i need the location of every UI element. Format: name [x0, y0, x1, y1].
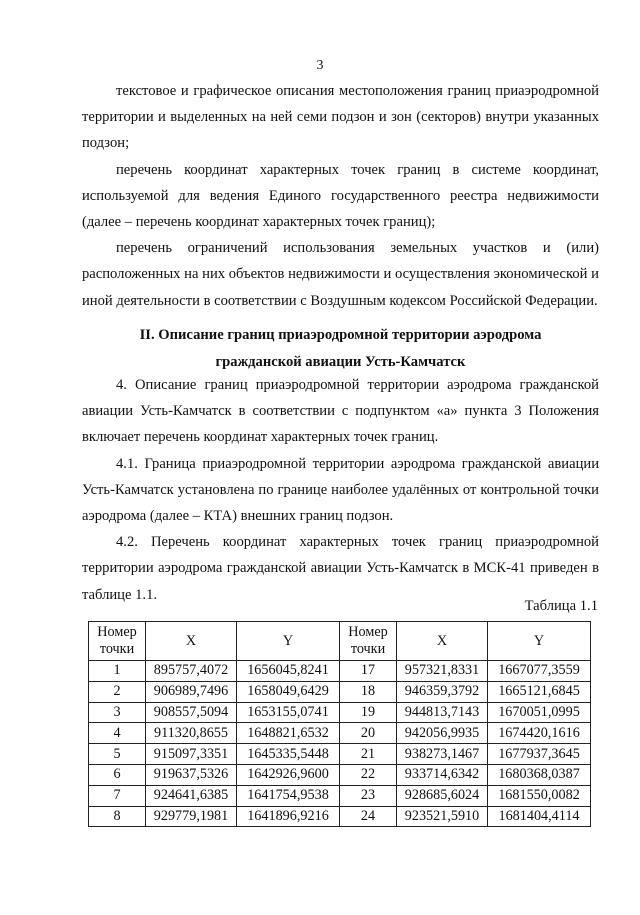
table-row [89, 661, 591, 682]
header-point-number: Номер точки [340, 622, 397, 661]
section-text [82, 372, 599, 608]
point-number-cell: 8 [89, 806, 146, 827]
y-coordinate-cell: 1681550,0082 [488, 785, 591, 806]
x-coordinate-cell: 928685,6024 [397, 785, 488, 806]
y-coordinate-cell: 1641754,9538 [237, 785, 340, 806]
header-point-number: Номер точки [89, 622, 146, 661]
point-number-cell: 24 [340, 806, 397, 827]
x-coordinate-cell: 946359,3792 [397, 681, 488, 702]
section-heading-line-1: II. Описание границ приаэродромной территории аэродрома [139, 327, 542, 343]
table-row [89, 764, 591, 785]
x-coordinate-cell: 924641,6385 [146, 785, 237, 806]
point-number-cell: 17 [340, 661, 397, 682]
section-heading-line-2: гражданской авиации Усть-Камчатск [215, 354, 466, 370]
point-number-cell: 1 [89, 661, 146, 682]
y-coordinate-cell: 1677937,3645 [488, 744, 591, 765]
y-coordinate-cell: 1645335,5448 [237, 744, 340, 765]
x-coordinate-cell: 944813,7143 [397, 702, 488, 723]
x-coordinate-cell: 957321,8331 [397, 661, 488, 682]
y-coordinate-cell: 1667077,3559 [488, 661, 591, 682]
y-coordinate-cell: 1665121,6845 [488, 681, 591, 702]
table-row [89, 806, 591, 827]
point-number-cell: 21 [340, 744, 397, 765]
header-y: Y [488, 622, 591, 661]
x-coordinate-cell: 906989,7496 [146, 681, 237, 702]
x-coordinate-cell: 933714,6342 [397, 764, 488, 785]
point-number-cell: 3 [89, 702, 146, 723]
y-coordinate-cell: 1653155,0741 [237, 702, 340, 723]
paragraph-4: 4. Описание границ приаэродромной территории аэродрома гражданской авиации Усть-Камчатск в соответствии с подпунктом «а» пункта 3 Положения включает перечень координат характерных точек границ. [82, 377, 599, 446]
point-number-cell: 19 [340, 702, 397, 723]
table-row [89, 723, 591, 744]
table-caption: Таблица 1.1 [524, 598, 598, 614]
y-coordinate-cell: 1641896,9216 [237, 806, 340, 827]
x-coordinate-cell: 895757,4072 [146, 661, 237, 682]
paragraph-1: текстовое и графическое описания местоположения границ приаэродромной территории и выделенных на ней семи подзон и зон (секторов) внутри указанных подзон; [82, 83, 599, 152]
paragraph-4-2: 4.2. Перечень координат характерных точек границ приаэродромной территории аэродрома гражданской авиации Усть-Камчатск в МСК-41 приведен в таблице 1.1. [82, 534, 599, 603]
x-coordinate-cell: 908557,5094 [146, 702, 237, 723]
table-header-row [89, 622, 591, 661]
header-x: X [397, 622, 488, 661]
table-row [89, 744, 591, 765]
y-coordinate-cell: 1674420,1616 [488, 723, 591, 744]
x-coordinate-cell: 942056,9935 [397, 723, 488, 744]
x-coordinate-cell: 915097,3351 [146, 744, 237, 765]
y-coordinate-cell: 1642926,9600 [237, 764, 340, 785]
y-coordinate-cell: 1680368,0387 [488, 764, 591, 785]
y-coordinate-cell: 1681404,4114 [488, 806, 591, 827]
point-number-cell: 23 [340, 785, 397, 806]
x-coordinate-cell: 919637,5326 [146, 764, 237, 785]
section-heading [82, 322, 599, 376]
page-number: 3 [316, 58, 324, 73]
point-number-cell: 4 [89, 723, 146, 744]
header-y: Y [237, 622, 340, 661]
point-number-cell: 2 [89, 681, 146, 702]
point-number-cell: 5 [89, 744, 146, 765]
x-coordinate-cell: 923521,5910 [397, 806, 488, 827]
paragraph-2: перечень координат характерных точек границ в системе координат, используемой для ведения Единого государственного реестра недвижимости (далее – перечень координат характерных точек границ); [82, 161, 599, 231]
y-coordinate-cell: 1656045,8241 [237, 661, 340, 682]
point-number-cell: 7 [89, 785, 146, 806]
paragraph-3: перечень ограничений использования земельных участков и (или) расположенных на них объектов недвижимости и осуществления экономической и иной деятельности в соответствии с Воздушным кодексом Российской Федерации. [82, 240, 599, 309]
table-row [89, 681, 591, 702]
point-number-cell: 18 [340, 681, 397, 702]
x-coordinate-cell: 938273,1467 [397, 744, 488, 765]
table-row [89, 785, 591, 806]
y-coordinate-cell: 1670051,0995 [488, 702, 591, 723]
y-coordinate-cell: 1648821,6532 [237, 723, 340, 744]
coordinates-table [88, 621, 591, 827]
paragraph-4-1: 4.1. Граница приаэродромной территории аэродрома гражданской авиации Усть-Камчатск установлена по границе наиболее удалённых от контрольной точки аэродрома (далее – КТА) внешних границ подзон. [82, 455, 599, 525]
y-coordinate-cell: 1658049,6429 [237, 681, 340, 702]
header-x: X [146, 622, 237, 661]
point-number-cell: 6 [89, 764, 146, 785]
point-number-cell: 20 [340, 723, 397, 744]
intro-text [82, 78, 599, 314]
table-row [89, 702, 591, 723]
x-coordinate-cell: 929779,1981 [146, 806, 237, 827]
point-number-cell: 22 [340, 764, 397, 785]
x-coordinate-cell: 911320,8655 [146, 723, 237, 744]
